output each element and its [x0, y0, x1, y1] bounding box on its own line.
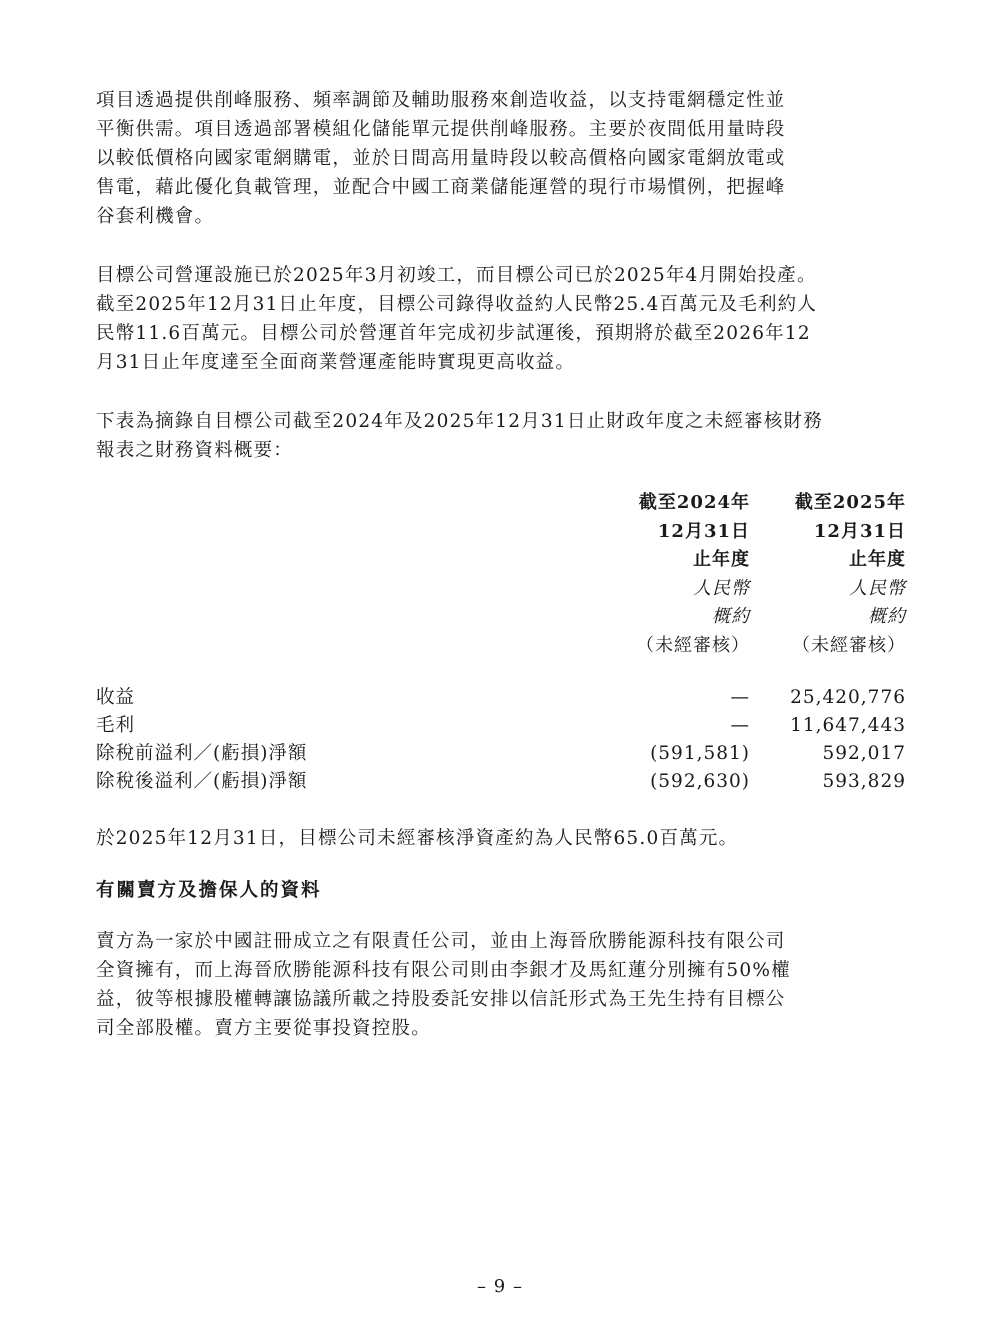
table-row — [96, 740, 910, 768]
row-label: 除稅後溢利／(虧損)淨額 — [96, 771, 308, 792]
table-body — [96, 684, 910, 796]
text-line: 賣方為一家於中國註冊成立之有限責任公司，並由上海晉欣勝能源科技有限公司 — [96, 931, 786, 952]
text-line: 於2025年12月31日，目標公司未經審核淨資產約為人民幣65.0百萬元。 — [96, 828, 739, 849]
cell-2024: (592,630) — [650, 771, 750, 792]
table-row — [96, 768, 910, 796]
column-header-audit: （未經審核） — [792, 634, 906, 656]
column-header-2024 — [590, 489, 750, 660]
text-line: 售電，藉此優化負載管理，並配合中國工商業儲能運營的現行市場慣例，把握峰 — [96, 177, 786, 198]
column-header-line: 止年度 — [693, 549, 750, 570]
column-header-approx: 概約 — [712, 606, 750, 627]
table-row — [96, 684, 910, 712]
column-header-2025 — [746, 489, 906, 660]
row-label: 收益 — [96, 687, 136, 708]
column-header-approx: 概約 — [868, 606, 906, 627]
paragraph-operations — [96, 261, 910, 377]
column-header-line: 12月31日 — [657, 520, 750, 542]
row-label: 除稅前溢利／(虧損)淨額 — [96, 743, 308, 764]
column-header-currency: 人民幣 — [849, 577, 906, 599]
page-number: – 9 – — [477, 1276, 523, 1297]
text-line: 谷套利機會。 — [96, 206, 215, 227]
table-row — [96, 712, 910, 740]
column-header-line: 截至2025年 — [794, 492, 906, 513]
text-line: 全資擁有，而上海晉欣勝能源科技有限公司則由李銀才及馬紅蓮分別擁有50%權 — [96, 960, 791, 981]
cell-2025: 593,829 — [822, 771, 906, 792]
cell-2024: (591,581) — [650, 743, 750, 764]
text-line: 民幣11.6百萬元。目標公司於營運首年完成初步試運後，預期將於截至2026年12 — [96, 323, 811, 344]
document-page — [96, 86, 910, 1073]
paragraph-table-intro — [96, 407, 910, 465]
column-header-line: 12月31日 — [813, 520, 906, 542]
column-header-audit: （未經審核） — [636, 634, 750, 656]
column-header-currency: 人民幣 — [693, 577, 750, 599]
cell-2025: 592,017 — [822, 743, 906, 764]
paragraph-net-assets — [96, 824, 910, 853]
cell-2025: 25,420,776 — [790, 687, 906, 708]
text-line: 截至2025年12月31日止年度，目標公司錄得收益約人民幣25.4百萬元及毛利約人 — [96, 294, 818, 315]
text-line: 項目透過提供削峰服務、頻率調節及輔助服務來創造收益，以支持電網穩定性並 — [96, 90, 786, 111]
row-label: 毛利 — [96, 715, 136, 736]
column-header-line: 止年度 — [849, 549, 906, 570]
text-line: 目標公司營運設施已於2025年3月初竣工，而目標公司已於2025年4月開始投產。 — [96, 265, 817, 286]
text-line: 平衡供需。項目透過部署模組化儲能單元提供削峰服務。主要於夜間低用量時段 — [96, 119, 786, 140]
table-header — [96, 489, 910, 679]
paragraph-vendor-info — [96, 927, 910, 1043]
column-header-line: 截至2024年 — [638, 492, 750, 513]
cell-2025: 11,647,443 — [790, 715, 906, 736]
financial-summary-table — [96, 489, 910, 796]
paragraph-revenue-model — [96, 86, 910, 231]
text-line: 益，彼等根據股權轉讓協議所載之持股委託安排以信託形式為王先生持有目標公 — [96, 989, 786, 1010]
text-line: 以較低價格向國家電網購電，並於日間高用量時段以較高價格向國家電網放電或 — [96, 148, 786, 169]
text-line: 下表為摘錄自目標公司截至2024年及2025年12月31日止財政年度之未經審核財務 — [96, 411, 823, 432]
section-title: 有關賣方及擔保人的資料 — [96, 880, 322, 901]
cell-2024: — — [730, 687, 750, 708]
text-line: 月31日止年度達至全面商業營運產能時實現更高收益。 — [96, 352, 576, 373]
cell-2024: — — [730, 715, 750, 736]
text-line: 報表之財務資料概要： — [96, 440, 294, 461]
text-line: 司全部股權。賣方主要從事投資控股。 — [96, 1018, 431, 1039]
